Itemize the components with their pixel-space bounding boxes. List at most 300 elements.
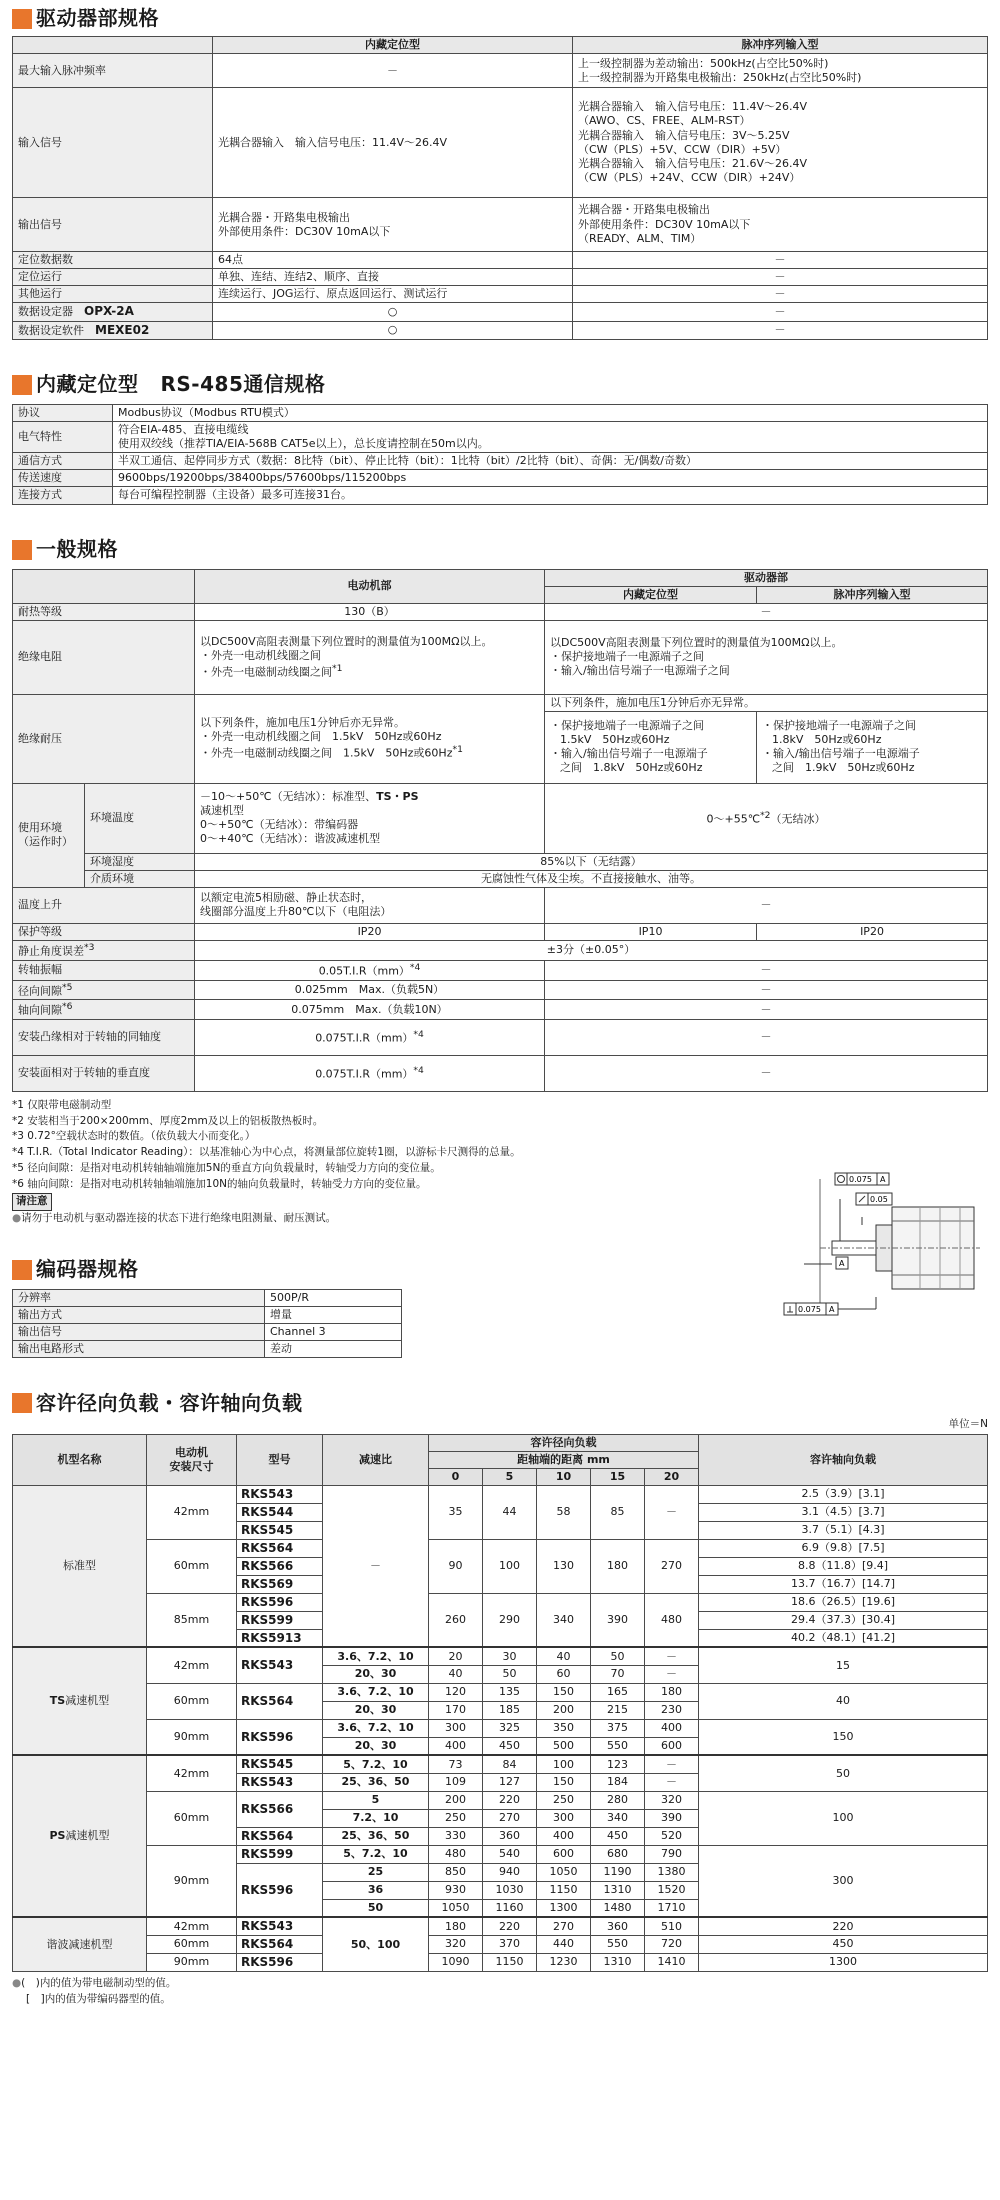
radial-value: 280 bbox=[591, 1791, 645, 1809]
label-text: 数据设定器 bbox=[18, 305, 73, 319]
footnote-ref: *4 bbox=[409, 961, 421, 973]
header-name: 机型名称 bbox=[13, 1434, 147, 1485]
row-sublabel: 环境湿度 bbox=[85, 853, 195, 870]
model-name: RKS545 bbox=[237, 1521, 323, 1539]
general-spec-table bbox=[12, 569, 988, 1092]
radial-value: 1310 bbox=[591, 1953, 645, 1971]
value-line: 上一级控制器为差动输出：500kHz(占空比50%时) bbox=[578, 56, 829, 70]
row-label: 通信方式 bbox=[13, 453, 113, 470]
label-line: 使用环境 bbox=[18, 821, 62, 835]
radial-value: 1090 bbox=[429, 1953, 483, 1971]
radial-value: 30 bbox=[483, 1647, 537, 1665]
header-driver: 驱动器部 bbox=[545, 569, 988, 586]
value-line: 减速机型 bbox=[200, 804, 244, 818]
radial-value: 270 bbox=[537, 1917, 591, 1935]
section-load-header bbox=[12, 1388, 988, 1418]
value-line: 光耦合器输入 输入信号电压：3V～5.25V bbox=[578, 128, 790, 142]
model-name: MEXE02 bbox=[95, 322, 150, 337]
radial-value: 40 bbox=[537, 1647, 591, 1665]
cell-value: 85%以下（无结露） bbox=[195, 853, 988, 870]
ratio-value: 25、36、50 bbox=[323, 1827, 429, 1845]
axial-value: 50 bbox=[699, 1755, 988, 1791]
radial-value: 184 bbox=[591, 1773, 645, 1791]
row-label: 连接方式 bbox=[13, 487, 113, 504]
frame-size: 90mm bbox=[147, 1845, 237, 1917]
model-name: RKS596 bbox=[237, 1863, 323, 1917]
row-label bbox=[13, 783, 85, 887]
value-line: 以额定电流5相励磁、静止状态时， bbox=[200, 891, 372, 905]
value-line: 之间 1.8kV 50Hz或60Hz bbox=[560, 761, 703, 775]
value-line bbox=[200, 790, 539, 804]
section-title: 驱动器部规格 bbox=[36, 6, 159, 31]
axial-value: 13.7（16.7）[14.7] bbox=[699, 1575, 988, 1593]
cell-value: 9600bps/19200bps/38400bps/57600bps/115200bps bbox=[113, 470, 988, 487]
cell-value: Channel 3 bbox=[265, 1324, 402, 1341]
type-label bbox=[13, 1755, 147, 1917]
cell-value: － bbox=[545, 1000, 988, 1020]
row-label bbox=[13, 303, 213, 321]
frame-size: 42mm bbox=[147, 1647, 237, 1683]
footnote-ref: *1 bbox=[452, 744, 463, 756]
cell-value bbox=[195, 620, 545, 694]
row-sublabel: 环境温度 bbox=[85, 783, 195, 853]
radial-value: 720 bbox=[645, 1935, 699, 1953]
cell-value: 以下列条件，施加电压1分钟后亦无异常。 bbox=[545, 694, 988, 711]
cell-value: 差动 bbox=[265, 1341, 402, 1358]
radial-value: 260 bbox=[429, 1593, 483, 1647]
footnote: *5 径向间隙：是指对电动机转轴轴端施加5N的垂直方向负载量时，转轴受力方向的变位量。 bbox=[12, 1161, 441, 1174]
cell-value bbox=[757, 711, 988, 783]
radial-value: 215 bbox=[591, 1701, 645, 1719]
cell-value bbox=[573, 88, 988, 198]
value-line: ・输入/输出信号端子一电源端子之间 bbox=[550, 664, 730, 678]
value-line: ・输入/输出信号端子一电源端子 bbox=[762, 747, 920, 761]
cell-value: － bbox=[573, 321, 988, 339]
load-notes bbox=[12, 1976, 988, 2008]
radial-value: 135 bbox=[483, 1683, 537, 1701]
radial-value: 200 bbox=[537, 1701, 591, 1719]
radial-value: 50 bbox=[483, 1665, 537, 1683]
model-name: RKS596 bbox=[237, 1719, 323, 1755]
radial-value: 73 bbox=[429, 1755, 483, 1773]
footnote-ref: *6 bbox=[62, 1001, 73, 1013]
cell-value bbox=[195, 1055, 545, 1091]
header-dist-value: 15 bbox=[591, 1468, 645, 1485]
header-builtin: 内藏定位型 bbox=[213, 37, 573, 54]
header-builtin: 内藏定位型 bbox=[545, 586, 757, 603]
radial-value: 550 bbox=[591, 1935, 645, 1953]
type-label-bold: PS bbox=[49, 1829, 66, 1843]
value-text: ・外壳一电磁制动线圈之间 bbox=[200, 665, 332, 679]
radial-value: 350 bbox=[537, 1719, 591, 1737]
cell-value: 每台可编程控制器（主设备）最多可连接31台。 bbox=[113, 487, 988, 504]
radial-value: 680 bbox=[591, 1845, 645, 1863]
value-line: ・外壳一电动机线圈之间 1.5kV 50Hz或60Hz bbox=[200, 730, 442, 744]
header-model: 型号 bbox=[237, 1434, 323, 1485]
row-label: 绝缘电阻 bbox=[13, 620, 195, 694]
ratio-value: 3.6、7.2、10 bbox=[323, 1683, 429, 1701]
radial-value: 520 bbox=[645, 1827, 699, 1845]
row-label: 定位数据数 bbox=[13, 252, 213, 269]
note-line: [ ]内的值为带编码器型的值。 bbox=[26, 1992, 171, 2005]
axial-value: 450 bbox=[699, 1935, 988, 1953]
radial-value: 540 bbox=[483, 1845, 537, 1863]
value-text: －10～+50℃（无结冰）：标准型、 bbox=[200, 790, 377, 804]
footnote: *1 仅限带电磁制动型 bbox=[12, 1098, 112, 1111]
radial-value: 600 bbox=[537, 1845, 591, 1863]
cell-value: 增量 bbox=[265, 1307, 402, 1324]
ratio-value: 20、30 bbox=[323, 1737, 429, 1755]
cell-value: － bbox=[545, 960, 988, 980]
model-name: RKS564 bbox=[237, 1683, 323, 1719]
radial-value: 1380 bbox=[645, 1863, 699, 1881]
radial-value: 220 bbox=[483, 1791, 537, 1809]
axial-value: 15 bbox=[699, 1647, 988, 1683]
radial-value: 90 bbox=[429, 1539, 483, 1593]
radial-value: 1480 bbox=[591, 1899, 645, 1917]
radial-value: 220 bbox=[483, 1917, 537, 1935]
type-label: 标准型 bbox=[13, 1485, 147, 1647]
value-line: 之间 1.9kV 50Hz或60Hz bbox=[772, 761, 915, 775]
row-label: 最大输入脉冲频率 bbox=[13, 54, 213, 88]
value-line: 光耦合器输入 输入信号电压：21.6V～26.4V bbox=[578, 156, 808, 170]
row-label bbox=[13, 321, 213, 339]
row-label: 输出信号 bbox=[13, 1324, 265, 1341]
cell-value bbox=[195, 960, 545, 980]
radial-value: 170 bbox=[429, 1701, 483, 1719]
radial-value: 123 bbox=[591, 1755, 645, 1773]
cell-value: － bbox=[213, 54, 573, 88]
radial-value: 290 bbox=[483, 1593, 537, 1647]
ratio-value: 5、7.2、10 bbox=[323, 1755, 429, 1773]
radial-value: 1160 bbox=[483, 1899, 537, 1917]
radial-value: 150 bbox=[537, 1683, 591, 1701]
axial-value: 1300 bbox=[699, 1953, 988, 1971]
driver-spec-table bbox=[12, 36, 988, 340]
ratio-value: 3.6、7.2、10 bbox=[323, 1647, 429, 1665]
row-label bbox=[13, 980, 195, 1000]
radial-value: 480 bbox=[429, 1845, 483, 1863]
caution-badge: 请注意 bbox=[12, 1193, 52, 1211]
cell-value: ○ bbox=[213, 321, 573, 339]
value-line: ・外壳一电动机线圈之间 bbox=[200, 648, 321, 662]
radial-value: 44 bbox=[483, 1485, 537, 1539]
radial-value: 120 bbox=[429, 1683, 483, 1701]
section-title: 内藏定位型 bbox=[36, 372, 139, 397]
value-line: ・保护接地端子一电源端子之间 bbox=[762, 719, 916, 733]
section-title: RS-485通信规格 bbox=[160, 372, 326, 397]
footnote-ref: *5 bbox=[62, 981, 73, 993]
radial-value: 1310 bbox=[591, 1881, 645, 1899]
radial-value: － bbox=[645, 1773, 699, 1791]
model-name: RKS545 bbox=[237, 1755, 323, 1773]
label-text: 径向间隙 bbox=[18, 984, 62, 998]
row-label: 温度上升 bbox=[13, 887, 195, 923]
row-label: 绝缘耐压 bbox=[13, 694, 195, 783]
model-name: RKS564 bbox=[237, 1539, 323, 1557]
type-label-bold: TS bbox=[49, 1694, 66, 1708]
ratio-value: 25、36、50 bbox=[323, 1773, 429, 1791]
radial-value: 270 bbox=[483, 1809, 537, 1827]
value-line: 光耦合器输入 输入信号电压：11.4V～26.4V bbox=[578, 100, 808, 114]
header-pulse: 脉冲序列输入型 bbox=[573, 37, 988, 54]
cell-value: － bbox=[545, 887, 988, 923]
row-label: 转轴振幅 bbox=[13, 960, 195, 980]
header-radial: 容许径向负载 bbox=[429, 1434, 699, 1451]
radial-value: 340 bbox=[537, 1593, 591, 1647]
frame-size: 90mm bbox=[147, 1719, 237, 1755]
axial-value: 220 bbox=[699, 1917, 988, 1935]
radial-value: 58 bbox=[537, 1485, 591, 1539]
radial-value: 500 bbox=[537, 1737, 591, 1755]
header-pulse: 脉冲序列输入型 bbox=[757, 586, 988, 603]
label-text: 数据设定软件 bbox=[18, 323, 84, 337]
model-name: RKS564 bbox=[237, 1935, 323, 1953]
radial-value: 40 bbox=[429, 1665, 483, 1683]
radial-value: 300 bbox=[429, 1719, 483, 1737]
model-name: RKS596 bbox=[237, 1953, 323, 1971]
radial-value: 790 bbox=[645, 1845, 699, 1863]
frame-size: 42mm bbox=[147, 1755, 237, 1791]
tol-ref: A bbox=[880, 1175, 886, 1184]
value-line: 0～+40℃（无结冰）：谐波减速机型 bbox=[200, 832, 381, 846]
ratio-value: 20、30 bbox=[323, 1701, 429, 1719]
model-name: RKS543 bbox=[237, 1485, 323, 1503]
footnote: *3 0.72°空载状态时的数值。（依负载大小而变化。） bbox=[12, 1130, 256, 1143]
radial-value: 1030 bbox=[483, 1881, 537, 1899]
model-name: RKS5913 bbox=[237, 1629, 323, 1647]
value-line: 使用双绞线（推荐TIA/EIA-568B CAT5e以上），总长度请控制在50m以内。 bbox=[118, 437, 489, 451]
row-label: 协议 bbox=[13, 405, 113, 422]
radial-value: 60 bbox=[537, 1665, 591, 1683]
radial-value: 850 bbox=[429, 1863, 483, 1881]
radial-value: 50 bbox=[591, 1647, 645, 1665]
tol-value: 0.075 bbox=[849, 1175, 872, 1184]
footnote-ref: *1 bbox=[332, 662, 343, 674]
page bbox=[0, 4, 1000, 2007]
value-line: 以DC500V高阻表测量下列位置时的测量值为100MΩ以上。 bbox=[550, 636, 843, 650]
label-text: 轴向间隙 bbox=[18, 1003, 62, 1017]
row-sublabel: 介质环境 bbox=[85, 870, 195, 887]
value-line: 线圈部分温度上升80℃以下（电阻法） bbox=[200, 905, 392, 919]
load-table bbox=[12, 1434, 988, 1972]
radial-value: 400 bbox=[645, 1719, 699, 1737]
section-title: 一般规格 bbox=[36, 536, 118, 561]
row-label: 保护等级 bbox=[13, 923, 195, 940]
value-line: 光耦合器・开路集电极输出 bbox=[218, 210, 350, 224]
value-line: 光耦合器・开路集电极输出 bbox=[578, 203, 710, 217]
footnote: *2 安装相当于200×200mm、厚度2mm及以上的铝板散热板时。 bbox=[12, 1114, 324, 1127]
axial-value: 150 bbox=[699, 1719, 988, 1755]
radial-value: 1150 bbox=[537, 1881, 591, 1899]
row-label: 安装面相对于转轴的垂直度 bbox=[13, 1055, 195, 1091]
value-line: 1.8kV 50Hz或60Hz bbox=[772, 733, 882, 747]
frame-size: 42mm bbox=[147, 1917, 237, 1935]
cell-value: 半双工通信、起停同步方式（数据：8比特（bit）、停止比特（bit）：1比特（bit）/2比特（bit）、奇偶：无/偶数/奇数） bbox=[113, 453, 988, 470]
model-name: RKS564 bbox=[237, 1827, 323, 1845]
cell-value: － bbox=[573, 269, 988, 286]
radial-value: 360 bbox=[591, 1917, 645, 1935]
axial-value: 300 bbox=[699, 1845, 988, 1917]
cell-value: 130（B） bbox=[195, 603, 545, 620]
radial-value: 109 bbox=[429, 1773, 483, 1791]
value-line bbox=[200, 663, 539, 680]
model-name: RKS543 bbox=[237, 1917, 323, 1935]
header-dist-value: 0 bbox=[429, 1468, 483, 1485]
value-text: 0.075T.I.R（mm） bbox=[315, 1067, 414, 1081]
header-axial: 容许轴向负载 bbox=[699, 1434, 988, 1485]
model-name: RKS543 bbox=[237, 1647, 323, 1683]
label-text: 静止角度误差 bbox=[18, 944, 84, 958]
radial-value: 320 bbox=[429, 1935, 483, 1953]
row-label: 输入信号 bbox=[13, 88, 213, 198]
section-general-header bbox=[12, 535, 988, 565]
value-line: （AWO、CS、FREE、ALM-RST） bbox=[578, 114, 751, 128]
bullet-icon: ● bbox=[12, 1212, 22, 1225]
radial-value: 200 bbox=[429, 1791, 483, 1809]
model-name: RKS569 bbox=[237, 1575, 323, 1593]
type-label bbox=[13, 1647, 147, 1755]
cell-value: － bbox=[573, 252, 988, 269]
radial-value: － bbox=[645, 1485, 699, 1539]
radial-value: 390 bbox=[591, 1593, 645, 1647]
caution-text: 请勿于电动机与驱动器连接的状态下进行绝缘电阻测量、耐压测试。 bbox=[21, 1212, 337, 1225]
encoder-table bbox=[12, 1289, 402, 1358]
cell-value: － bbox=[545, 603, 988, 620]
radial-value: 70 bbox=[591, 1665, 645, 1683]
value-line: ・输入/输出信号端子一电源端子 bbox=[550, 747, 708, 761]
cell-value bbox=[545, 783, 988, 853]
radial-value: 1230 bbox=[537, 1953, 591, 1971]
ratio-value: 7.2、10 bbox=[323, 1809, 429, 1827]
row-label: 传送速度 bbox=[13, 470, 113, 487]
footnote-ref: *3 bbox=[84, 942, 95, 954]
axial-value: 100 bbox=[699, 1791, 988, 1845]
ratio-value: 3.6、7.2、10 bbox=[323, 1719, 429, 1737]
value-line: 0～+50℃（无结冰）：带编码器 bbox=[200, 818, 359, 832]
footnote-ref: *4 bbox=[413, 1029, 424, 1041]
frame-size: 42mm bbox=[147, 1485, 237, 1539]
frame-size: 60mm bbox=[147, 1539, 237, 1593]
tolerance-frame-perpendicularity bbox=[784, 1303, 838, 1315]
frame-size: 90mm bbox=[147, 1953, 237, 1971]
note-text: ( )内的值为带电磁制动型的值。 bbox=[21, 1976, 177, 1989]
radial-value: 450 bbox=[483, 1737, 537, 1755]
cell-value: 0.025mm Max.（负载5N） bbox=[195, 980, 545, 1000]
unit-label: 单位＝N bbox=[948, 1418, 988, 1431]
row-label: 输出电路形式 bbox=[13, 1341, 265, 1358]
radial-value: 320 bbox=[645, 1791, 699, 1809]
row-label bbox=[13, 941, 195, 961]
cell-value: Modbus协议（Modbus RTU模式） bbox=[113, 405, 988, 422]
header-blank bbox=[13, 37, 213, 54]
value-line: 外部使用条件：DC30V 10mA以下 bbox=[218, 224, 391, 238]
frame-size: 60mm bbox=[147, 1791, 237, 1845]
radial-value: 180 bbox=[645, 1683, 699, 1701]
tolerance-frame-runout bbox=[856, 1193, 892, 1205]
value-text: （无结冰） bbox=[770, 812, 826, 826]
value-text: 0.075T.I.R（mm） bbox=[315, 1031, 414, 1045]
shaft-tolerance-diagram bbox=[780, 1169, 990, 1319]
section-marker-icon bbox=[12, 1260, 32, 1280]
radial-value: 1050 bbox=[429, 1899, 483, 1917]
row-label: 分辨率 bbox=[13, 1289, 265, 1306]
type-label: 谐波减速机型 bbox=[13, 1917, 147, 1971]
model-name: RKS566 bbox=[237, 1791, 323, 1827]
ratio-value: 5 bbox=[323, 1791, 429, 1809]
radial-value: － bbox=[645, 1665, 699, 1683]
row-label: 安装凸缘相对于转轴的同轴度 bbox=[13, 1019, 195, 1055]
cell-value bbox=[195, 1019, 545, 1055]
label-line: （运作时） bbox=[18, 835, 73, 849]
tolerance-frame-concentricity bbox=[835, 1173, 889, 1185]
radial-value: 165 bbox=[591, 1683, 645, 1701]
header-dist-value: 20 bbox=[645, 1468, 699, 1485]
value-text: ・外壳一电磁制动线圈之间 1.5kV 50Hz或60Hz bbox=[200, 747, 453, 761]
radial-value: 550 bbox=[591, 1737, 645, 1755]
cell-value bbox=[113, 422, 988, 453]
cell-value: IP20 bbox=[757, 923, 988, 940]
cell-value bbox=[195, 887, 545, 923]
value-line: （CW（PLS）+24V、CCW（DIR）+24V） bbox=[578, 170, 801, 184]
tol-value: 0.075 bbox=[798, 1305, 821, 1314]
cell-value: － bbox=[545, 1019, 988, 1055]
row-label bbox=[13, 1000, 195, 1020]
value-text: 0～+55℃ bbox=[706, 812, 761, 826]
value-line: 上一级控制器为开路集电极输出：250kHz(占空比50%时) bbox=[578, 70, 862, 84]
footnote-ref: *4 bbox=[413, 1065, 424, 1077]
radial-value: 930 bbox=[429, 1881, 483, 1899]
axial-value: 40.2（48.1）[41.2] bbox=[699, 1629, 988, 1647]
model-name: OPX-2A bbox=[84, 304, 134, 319]
cell-value bbox=[573, 198, 988, 252]
radial-value: 84 bbox=[483, 1755, 537, 1773]
radial-value: 1300 bbox=[537, 1899, 591, 1917]
header-blank bbox=[13, 569, 195, 603]
ratio-value: 50 bbox=[323, 1899, 429, 1917]
header-distance: 距轴端的距离 mm bbox=[429, 1451, 699, 1468]
model-name: RKS596 bbox=[237, 1593, 323, 1611]
value-line: 以DC500V高阻表测量下列位置时的测量值为100MΩ以上。 bbox=[200, 634, 493, 648]
type-label-text: 减速机型 bbox=[65, 1829, 110, 1843]
radial-value: 370 bbox=[483, 1935, 537, 1953]
value-line: 1.5kV 50Hz或60Hz bbox=[560, 733, 670, 747]
model-name: RKS543 bbox=[237, 1773, 323, 1791]
radial-value: 480 bbox=[645, 1593, 699, 1647]
cell-value: 64点 bbox=[213, 252, 573, 269]
cell-value: － bbox=[573, 303, 988, 321]
cell-value: ○ bbox=[213, 303, 573, 321]
cell-value bbox=[195, 694, 545, 783]
radial-value: 20 bbox=[429, 1647, 483, 1665]
header-dist-value: 10 bbox=[537, 1468, 591, 1485]
axial-value: 18.6（26.5）[19.6] bbox=[699, 1593, 988, 1611]
header-motor: 电动机部 bbox=[195, 569, 545, 603]
radial-value: 375 bbox=[591, 1719, 645, 1737]
axial-value: 3.1（4.5）[3.7] bbox=[699, 1503, 988, 1521]
cell-value: 连续运行、JOG运行、原点返回运行、测试运行 bbox=[213, 286, 573, 303]
radial-value: 180 bbox=[429, 1917, 483, 1935]
radial-value: 250 bbox=[429, 1809, 483, 1827]
axial-value: 40 bbox=[699, 1683, 988, 1719]
ratio-value: 25 bbox=[323, 1863, 429, 1881]
section-marker-icon bbox=[12, 1393, 32, 1413]
radial-value: 340 bbox=[591, 1809, 645, 1827]
ratio-value: 50、100 bbox=[323, 1917, 429, 1971]
row-label: 其他运行 bbox=[13, 286, 213, 303]
value-line: ・保护接地端子一电源端子之间 bbox=[550, 650, 704, 664]
radial-value: － bbox=[645, 1755, 699, 1773]
